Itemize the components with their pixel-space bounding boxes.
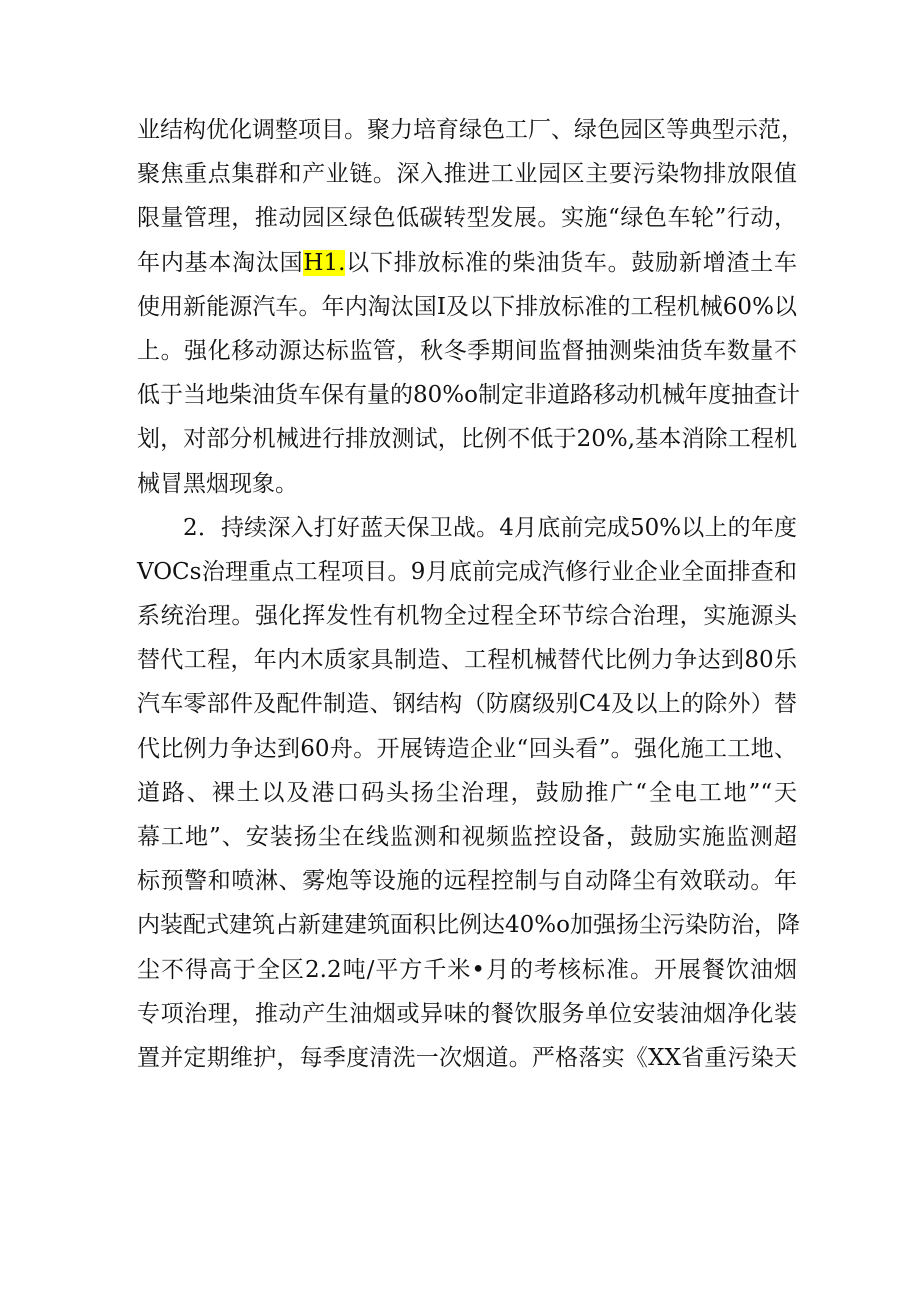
text-line: [137, 241, 797, 285]
text-line: VOCs治理重点工程项目。9月底前完成汽修行业企业全面排查和: [137, 558, 797, 585]
text-line: 替代工程，年内木质家具制造、工程机械替代比例力争达到80乐: [137, 647, 797, 674]
text-line: 限量管理，推动园区绿色低碳转型发展。实施“绿色车轮”行动，: [137, 205, 797, 232]
text-line: 标预警和喷淋、雾炮等设施的远程控制与自动降尘有效联动。年: [137, 868, 797, 895]
text-line: 业结构优化调整项目。聚力培育绿色工厂、绿色园区等典型示范，: [137, 117, 804, 143]
text-line: 代比例力争达到60舟。开展铸造企业“回头看”。强化施工工地、: [137, 735, 797, 762]
text-line: 低于当地柴油货车保有量的80%o制定非道路移动机械年度抽查计: [137, 382, 800, 409]
text-line: 尘不得高于全区2.2吨/平方千米•月的考核标准。开展餐饮油烟: [137, 956, 797, 983]
text-line: 2．持续深入打好蓝天保卫战。4月底前完成50%以上的年度: [183, 514, 797, 541]
highlighted-text: H1.: [303, 249, 346, 276]
text-line: 聚焦重点集群和产业链。深入推进工业园区主要污染物排放限值: [137, 161, 797, 188]
text-line: 划，对部分机械进行排放测试，比例不低于20%,基本消除工程机: [137, 426, 797, 453]
text-line: 系统治理。强化挥发性有机物全过程全环节综合治理，实施源头: [137, 603, 797, 630]
text-line: 专项治理，推动产生油烟或异味的餐饮服务单位安装油烟净化装: [137, 1000, 797, 1027]
text-line: 内装配式建筑占新建建筑面积比例达40%o加强扬尘污染防治，降: [137, 912, 800, 939]
text-segment: 以下排放标准的柴油货车。鼓励新增渣土车: [345, 249, 798, 276]
text-line: 使用新能源汽车。年内淘汰国I及以下排放标准的工程机械60%以: [137, 293, 797, 320]
text-line: 械冒黑烟现象。: [137, 470, 298, 497]
text-segment: 年内基本淘汰国: [137, 249, 304, 276]
text-line: 汽车零部件及配件制造、钢结构（防腐级别C4及以上的除外）替: [137, 691, 797, 718]
document-body: [137, 108, 804, 1080]
text-line: 幕工地”、安装扬尘在线监测和视频监控设备，鼓励实施监测超: [137, 824, 797, 850]
text-line: 道路、裸土以及港口码头扬尘治理，鼓励推广“全电工地”“天: [137, 779, 797, 806]
text-line: 上。强化移动源达标监管，秋冬季期间监督抽测柴油货车数量不: [137, 337, 797, 364]
text-line: 置并定期维护，每季度清洗一次烟道。严格落实《XX省重污染天: [137, 1044, 797, 1071]
